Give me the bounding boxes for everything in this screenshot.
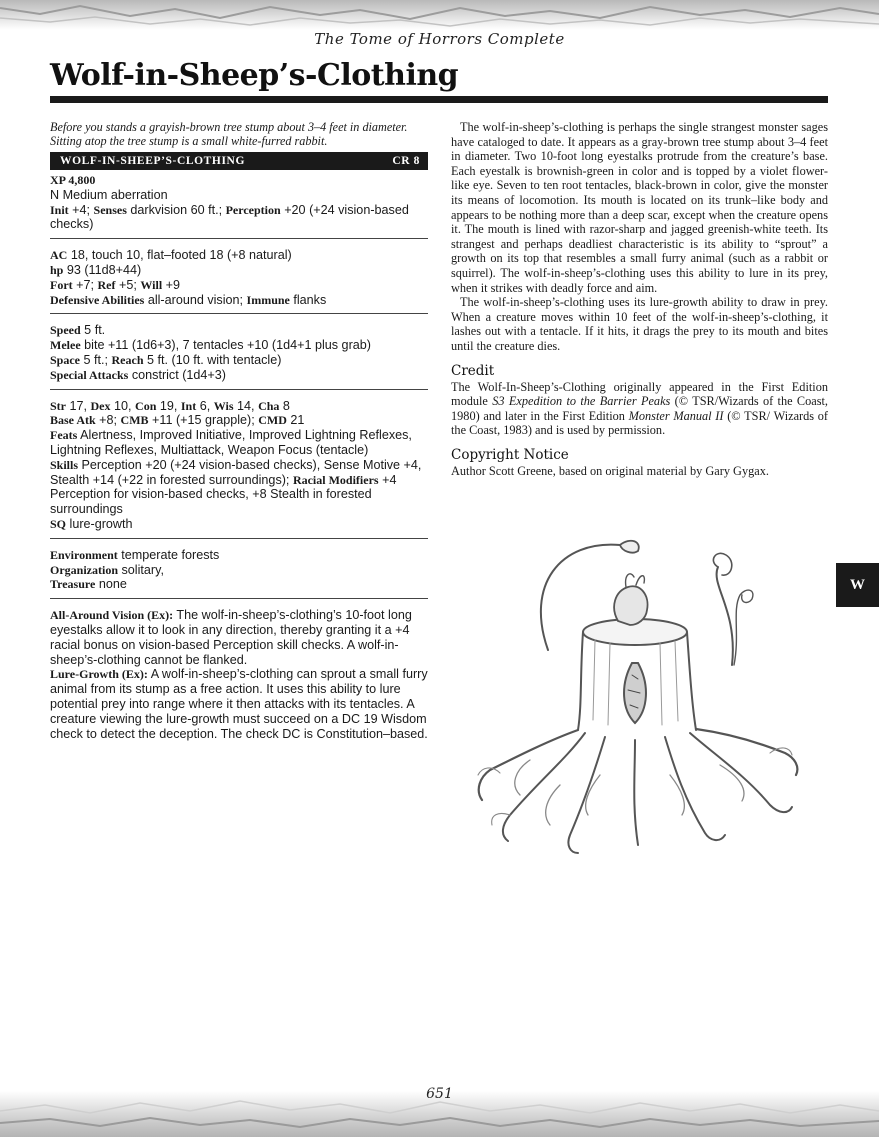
cmd-label: CMD [258,413,287,428]
credit-text-part: The Wolf-In-Sheep’s-Clothing originally appeared in the First Edition module [451,379,828,409]
sq-value: lure-growth [66,516,133,531]
racial-modifiers-value: +4 Perception for vision-based checks, +8 Stealth in forested surroundings [50,472,397,517]
chapter-tab: W [836,563,879,607]
speed-value: 5 ft. [80,323,106,338]
str-label: Str [50,398,66,413]
divider [50,598,428,599]
ref-label: Ref [97,277,116,292]
melee-value: bite +11 (1d6+3), 7 tentacles +10 (1d4+1 plus grab) [80,338,371,353]
senses-value: darkvision 60 ft.; [126,202,226,217]
description-paragraph-2: The wolf-in-sheep’s-clothing uses its lure-growth ability to draw in prey. When a creature moves within 10 feet of the wolf-in-sheep’s-clothing, it lashes out with a tentacle. If it hits, it drags the prey to its mouth and bites until the creature dies. [451,295,828,353]
credit-heading: Credit [451,362,495,379]
int-label: Int [180,398,197,413]
perception-value: +20 (+24 vision-based checks) [50,202,409,232]
con-label: Con [135,398,157,413]
init-value: +4; [68,202,94,217]
cha-value: 8 [279,398,290,413]
ability-lure-growth [50,667,428,741]
copyright-heading: Copyright Notice [451,446,569,463]
running-header: The Tome of Horrors Complete [314,30,565,48]
sq-label: SQ [50,516,67,531]
defense-block [50,248,428,307]
con-value: 19, [156,398,181,413]
lure-growth-text: A wolf-in-sheep’s-clothing can sprout a small furry animal from its stump as a free action. It uses this ability to lure potential prey into range where it then attacks with its tentacles. A creature viewing the lure-growth must succeed on a DC 19 Wisdom check to detect the deception. The check DC is Constitution–based. [50,667,428,741]
cmb-label: CMB [120,413,149,428]
dex-value: 10, [110,398,136,413]
credit-text [451,380,828,438]
space-value: 5 ft.; [80,352,112,367]
feats-value: Alertness, Improved Initiative, Improved Lightning Reflexes, Lightning Reflexes, Multiattack, Weapon Focus (tentacle) [50,428,412,457]
reach-label: Reach [111,352,144,367]
special-attacks-label: Special Attacks [50,367,129,382]
feats-label: Feats [50,428,78,443]
credit-module-title: S3 Expedition to the Barrier Peaks [492,394,671,409]
type-line: N Medium aberration [50,187,168,202]
fort-label: Fort [50,277,73,292]
intro-text: Before you stands a grayish-brown tree stump about 3–4 feet in diameter. Sitting atop the tree stump is a small white-furred rabbit. [50,120,408,148]
will-label: Will [140,277,163,292]
cmb-value: +11 (+15 grapple); [148,413,259,428]
statblock-cr: CR 8 [392,155,420,167]
treasure-label: Treasure [50,577,96,592]
top-border-texture [0,0,879,30]
perception-label: Perception [225,202,281,217]
bab-value: +8; [95,413,121,428]
right-column [451,120,828,478]
organization-value: solitary, [118,562,164,577]
title-rule [50,96,828,103]
init-label: Init [50,202,69,217]
speed-label: Speed [50,323,81,338]
special-abilities-block [50,608,428,741]
statistics-block [50,399,428,532]
divider [50,538,428,539]
statblock-intro [50,173,428,232]
environment-label: Environment [50,547,118,562]
special-attacks-value: constrict (1d4+3) [128,367,226,382]
credit-text-part: (© TSR/Wizards of the Coast, 1980) and later in the First Edition [451,394,828,423]
str-value: 17, [66,398,91,413]
wis-value: 14, [233,398,259,413]
fort-value: +7; [72,277,98,292]
ability-all-around-vision [50,608,428,667]
statblock-name: WOLF-IN-SHEEP’S-CLOTHING [60,155,246,167]
ref-value: +5; [115,277,141,292]
hp-label: hp [50,262,64,277]
offense-block [50,323,428,382]
all-around-vision-label: All-Around Vision (Ex): [50,608,174,623]
hp-value: 93 (11d8+44) [63,262,142,277]
space-label: Space [50,352,80,367]
ac-label: AC [50,248,68,263]
int-value: 6, [196,398,214,413]
organization-label: Organization [50,562,118,577]
credit-text-part: (© TSR/ Wizards of the Coast, 1983) and is used by permission. [451,408,829,438]
divider [50,389,428,390]
credit-book-title: Monster Manual II [628,408,724,423]
left-column [50,120,428,741]
dex-label: Dex [90,398,111,413]
page-title: Wolf-in-Sheep’s-Clothing [50,58,459,93]
defensive-label: Defensive Abilities [50,292,145,307]
ecology-block [50,548,428,592]
reach-value: 5 ft. (10 ft. with tentacle) [143,352,282,367]
defensive-value: all-around vision; [144,292,247,307]
divider [50,238,428,239]
bab-label: Base Atk [50,413,96,428]
environment-value: temperate forests [117,547,220,562]
treasure-value: none [95,577,127,592]
will-value: +9 [162,277,181,292]
all-around-vision-text: The wolf-in-sheep’s-clothing’s 10-foot long eyestalks allow it to look in any direction, thereby granting it a +4 racial bonus on vision-based Perception skill checks. A wolf-in-sheep’s-clothing cannot be flanked. [50,608,412,667]
creature-illustration [470,515,810,860]
melee-label: Melee [50,338,81,353]
racial-modifiers-label: Racial Modifiers [292,472,379,487]
copyright-text: Author Scott Greene, based on original material by Gary Gygax. [451,463,769,478]
divider [50,313,428,314]
cmd-value: 21 [286,413,305,428]
senses-label: Senses [93,202,127,217]
xp-label: XP 4,800 [50,173,96,187]
ac-value: 18, touch 10, flat–footed 18 (+8 natural) [67,248,292,263]
description-paragraph-1: The wolf-in-sheep’s-clothing is perhaps the single strangest monster sages have cataloged to date. It appears as a gray-brown tree stump about 3–4 feet in diameter. Two 10-foot long eyestalks protrude from the creature’s base. Each eyestalk is brownish-green in color and is topped by a violet flower-like eye. Seven to ten root tentacles, black-brown in color, give the monster its means of locomotion. Its mouth is located on its trunk–like body and appears to be nothing more than a deep scar, except when the creature opens it. The mouth is lined with razor-sharp and jagged greenish-white teeth. Its strangest and perhaps deadliest characteristic is its ability to “sprout” a growth on its top that resembles a small furry animal (such as a rabbit or squirrel). The wolf-in-sheep’s-clothing uses this ability to lure in its prey, when it strikes with deadly force and aim. [451,120,828,295]
lure-growth-label: Lure-Growth (Ex): [50,667,148,682]
statblock-header [50,152,428,170]
skills-value: Perception +20 (+24 vision-based checks), Sense Motive +4, Stealth +14 (+22 in forested surroundings); [50,457,422,487]
page-number: 651 [426,1086,453,1102]
cha-label: Cha [258,398,280,413]
immune-value: flanks [289,292,327,307]
wis-label: Wis [213,398,234,413]
immune-label: Immune [246,292,290,307]
skills-label: Skills [50,457,79,472]
